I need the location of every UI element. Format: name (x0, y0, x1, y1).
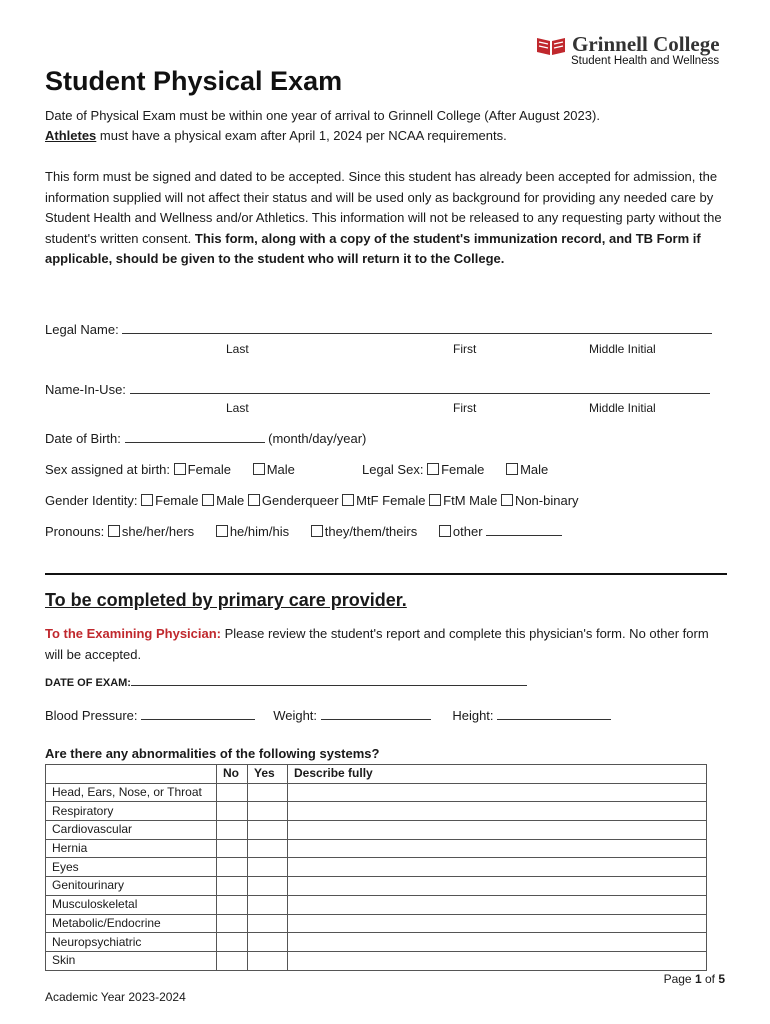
system-name: Metabolic/Endocrine (46, 914, 217, 933)
intro-line-2-rest: must have a physical exam after April 1, 2024 per NCAA requirements. (96, 128, 507, 143)
table-row (46, 895, 707, 914)
weight-label: Weight: (273, 708, 318, 723)
consent-bold-text: This form, along with a copy of the student's immunization record, and TB Form if applicable, should be given to the student who will return it to the College. (45, 230, 701, 266)
table-header-no: No (217, 765, 248, 784)
legal-name-label: Legal Name: (45, 322, 119, 337)
yes-cell[interactable] (248, 839, 288, 858)
pronoun-option: she/her/hers (121, 524, 195, 539)
page-title: Student Physical Exam (45, 66, 343, 96)
weight-field[interactable] (321, 706, 431, 720)
pronoun-other-checkbox[interactable] (439, 525, 451, 537)
table-row (46, 783, 707, 802)
table-header-row (46, 765, 707, 784)
gender-option: Male (216, 493, 245, 508)
system-name: Cardiovascular (46, 821, 217, 840)
table-row (46, 877, 707, 896)
section-divider (45, 573, 727, 575)
describe-cell[interactable] (288, 895, 707, 914)
describe-cell[interactable] (288, 821, 707, 840)
pronoun-option: they/them/theirs (324, 524, 418, 539)
yes-cell[interactable] (248, 914, 288, 933)
page-number (664, 972, 725, 986)
pronoun-she-checkbox[interactable] (108, 525, 120, 537)
table-row (46, 858, 707, 877)
table-header-describe: Describe fully (288, 765, 707, 784)
no-cell[interactable] (217, 914, 248, 933)
name-in-use-first-label: First (453, 401, 477, 415)
pronoun-option: other (452, 524, 483, 539)
yes-cell[interactable] (248, 933, 288, 952)
vitals-row (45, 706, 611, 726)
no-cell[interactable] (217, 839, 248, 858)
page-current: 1 (694, 972, 702, 986)
describe-cell[interactable] (288, 914, 707, 933)
system-name: Eyes (46, 858, 217, 877)
gender-male-checkbox[interactable] (202, 494, 214, 506)
system-name: Hernia (46, 839, 217, 858)
name-in-use-field[interactable] (130, 380, 710, 394)
physician-instructions (45, 624, 725, 665)
no-cell[interactable] (217, 895, 248, 914)
gender-option: Female (155, 493, 199, 508)
yes-cell[interactable] (248, 802, 288, 821)
name-in-use-label: Name-In-Use: (45, 382, 126, 397)
dob-hint: (month/day/year) (268, 431, 367, 446)
system-name: Musculoskeletal (46, 895, 217, 914)
gender-label: Gender Identity: (45, 493, 138, 508)
table-row (46, 821, 707, 840)
describe-cell[interactable] (288, 802, 707, 821)
gender-mtf-checkbox[interactable] (342, 494, 354, 506)
yes-cell[interactable] (248, 858, 288, 877)
logo-name: Grinnell College (572, 32, 720, 56)
legal-sex-label: Legal Sex: (362, 462, 424, 477)
table-row (46, 951, 707, 970)
describe-cell[interactable] (288, 933, 707, 952)
describe-cell[interactable] (288, 951, 707, 970)
page-prefix: Page (663, 972, 695, 986)
date-of-exam-label: DATE OF EXAM: (45, 677, 131, 689)
bp-label: Blood Pressure: (45, 708, 138, 723)
describe-cell[interactable] (288, 877, 707, 896)
no-cell[interactable] (217, 877, 248, 896)
table-header-system (46, 765, 217, 784)
system-name: Head, Ears, Nose, or Throat (46, 783, 217, 802)
legal-sex-female-checkbox[interactable] (427, 463, 439, 475)
pronouns-row (45, 522, 562, 542)
height-field[interactable] (497, 706, 611, 720)
logo-subtitle: Student Health and Wellness (571, 55, 720, 67)
date-of-exam-field[interactable] (131, 674, 527, 686)
system-name: Respiratory (46, 802, 217, 821)
pronoun-other-field[interactable] (486, 522, 562, 536)
pronoun-option: he/him/his (229, 524, 290, 539)
dob-row (45, 429, 366, 449)
physician-instructions-text: Please review the student's report and complete this physician's form. No other form will be accepted. (45, 626, 709, 662)
date-of-exam-row (45, 673, 527, 693)
pronoun-he-checkbox[interactable] (216, 525, 228, 537)
system-name: Skin (46, 951, 217, 970)
gender-option: Genderqueer (261, 493, 339, 508)
table-row (46, 839, 707, 858)
sex-row (45, 460, 295, 480)
legal-name-field[interactable] (122, 320, 712, 334)
pronoun-they-checkbox[interactable] (311, 525, 323, 537)
table-row (46, 914, 707, 933)
academic-year: Academic Year 2023-2024 (45, 990, 186, 1004)
no-cell[interactable] (217, 783, 248, 802)
to-physician-label: To the Examining Physician: (45, 626, 222, 641)
table-row (46, 933, 707, 952)
no-cell[interactable] (217, 951, 248, 970)
no-cell[interactable] (217, 858, 248, 877)
provider-section-heading: To be completed by primary care provider. (45, 590, 407, 610)
systems-table (45, 764, 707, 971)
legal-sex-female-label: Female (441, 462, 485, 477)
system-name: Genitourinary (46, 877, 217, 896)
page-of: of (701, 972, 719, 986)
consent-text: This form must be signed and dated to be accepted. Since this student has already been accepted for admission, the information supplied will not affect their status and will be used only as background for providing any needed care by Student Health and Wellness and/or Athletics. This information will not be released to any requesting party without the student's written consent. (45, 169, 722, 246)
yes-cell[interactable] (248, 877, 288, 896)
gender-option: FtM Male (443, 493, 498, 508)
yes-cell[interactable] (248, 821, 288, 840)
yes-cell[interactable] (248, 951, 288, 970)
gender-genderqueer-checkbox[interactable] (248, 494, 260, 506)
no-cell[interactable] (217, 933, 248, 952)
no-cell[interactable] (217, 821, 248, 840)
dob-field[interactable] (125, 429, 265, 443)
height-label: Height: (452, 708, 494, 723)
page-total: 5 (718, 972, 725, 986)
legal-name-row (45, 320, 712, 340)
name-in-use-last-label: Last (226, 401, 249, 415)
table-row (46, 802, 707, 821)
yes-cell[interactable] (248, 895, 288, 914)
dob-label: Date of Birth: (45, 431, 121, 446)
bp-field[interactable] (141, 706, 255, 720)
legal-name-middle-label: Middle Initial (589, 342, 656, 356)
sex-label: Sex assigned at birth: (45, 462, 171, 477)
intro-line-1: Date of Physical Exam must be within one year of arrival to Grinnell College (After August 2023). (45, 108, 600, 123)
sex-male-checkbox[interactable] (253, 463, 265, 475)
gender-option: MtF Female (356, 493, 426, 508)
sex-female-checkbox[interactable] (174, 463, 186, 475)
gender-female-checkbox[interactable] (141, 494, 153, 506)
consent-paragraph (45, 167, 725, 270)
sex-female-label: Female (187, 462, 232, 477)
legal-name-last-label: Last (226, 342, 249, 356)
legal-sex-row (362, 460, 548, 480)
abnormalities-question: Are there any abnormalities of the following systems? (45, 746, 380, 761)
no-cell[interactable] (217, 802, 248, 821)
book-logo-icon (536, 36, 566, 56)
system-name: Neuropsychiatric (46, 933, 217, 952)
name-in-use-middle-label: Middle Initial (589, 401, 656, 415)
table-header-yes: Yes (248, 765, 288, 784)
describe-cell[interactable] (288, 858, 707, 877)
pronouns-label: Pronouns: (45, 524, 105, 539)
name-in-use-row (45, 380, 710, 400)
legal-name-first-label: First (453, 342, 477, 356)
gender-nonbinary-checkbox[interactable] (501, 494, 513, 506)
legal-sex-male-checkbox[interactable] (506, 463, 518, 475)
intro-line-2 (45, 126, 507, 146)
describe-cell[interactable] (288, 783, 707, 802)
gender-option: Non-binary (514, 493, 579, 508)
gender-ftm-checkbox[interactable] (429, 494, 441, 506)
gender-row (45, 491, 579, 511)
athletes-label: Athletes (45, 128, 97, 143)
describe-cell[interactable] (288, 839, 707, 858)
sex-male-label: Male (266, 462, 295, 477)
college-logo (536, 34, 726, 74)
legal-sex-male-label: Male (520, 462, 549, 477)
yes-cell[interactable] (248, 783, 288, 802)
